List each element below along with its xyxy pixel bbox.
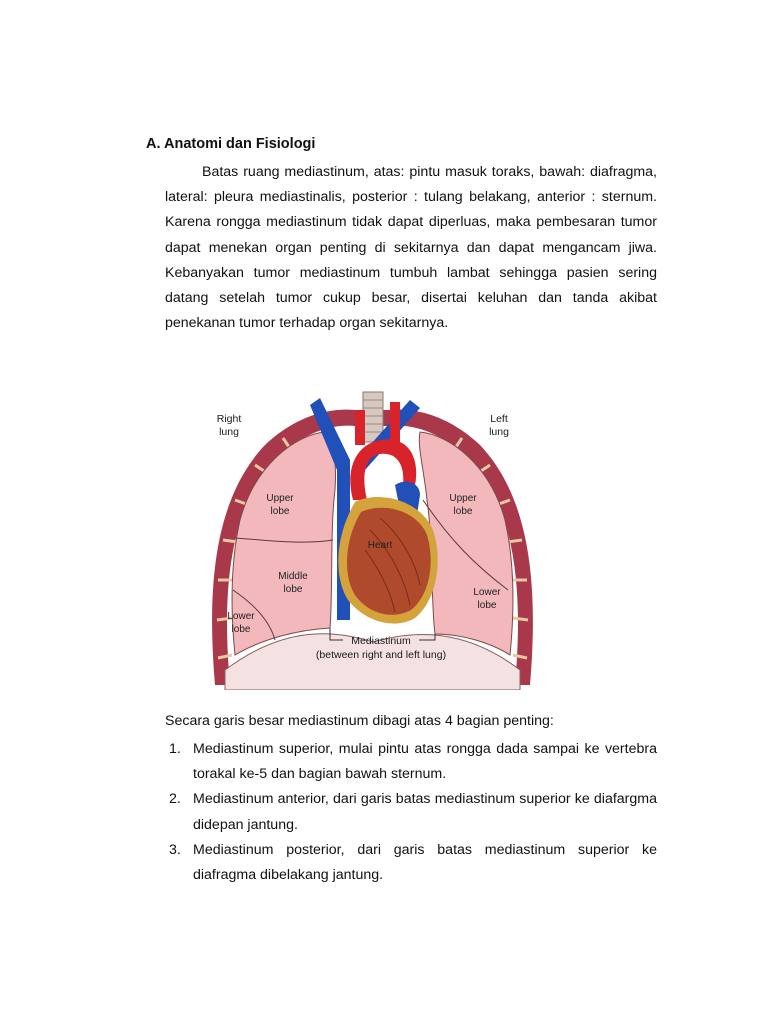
label-middle-lobe-1: Middle [278,571,308,582]
heart [347,508,431,615]
list-item [165,737,657,787]
label-mediastinum: Mediastinum [351,635,411,647]
label-right-upper-lobe-2: lobe [270,506,290,517]
list-item-text: Mediastinum superior, mulai pintu atas rongga dada sampai ke vertebra torakal ke-5 dan bagian bawah sternum. [193,741,657,783]
label-left-lung-2: lung [489,426,509,438]
label-right-lower-lobe-2: lobe [231,624,251,635]
label-right-lung-2: lung [219,426,239,438]
list-item [165,787,657,837]
body-paragraph: Batas ruang mediastinum, atas: pintu masuk toraks, bawah: diafragma, lateral: pleura mediastinalis, posterior : tulang belakang, anterior : sternum. Karena rongga mediastinum tidak dapat diperluas, maka pembesaran tumor dapat menekan organ penting di sekitarnya dan dapat mengancam jiwa. Kebanyakan tumor mediastinum tumbuh lambat sehingga pasien sering datang setelah tumor cukup besar, disertai keluhan dan tanda akibat penekanan tumor terhadap organ sekitarnya. [165,164,657,332]
label-left-lung-1: Left [490,413,508,425]
carotid-artery [355,410,365,445]
label-middle-lobe-2: lobe [283,584,303,595]
label-left-upper-lobe-2: lobe [453,506,473,517]
list-item-number: 1. [169,741,181,757]
list-intro: Secara garis besar mediastinum dibagi atas 4 bagian penting: [165,713,554,729]
mediastinum-parts-list [165,737,657,888]
subclavian-artery [390,402,400,445]
list-item [165,838,657,888]
list-item-text: Mediastinum posterior, dari garis batas mediastinum superior ke diafragma dibelakang jantung. [193,841,657,884]
label-left-lower-lobe-2: lobe [477,600,497,611]
thorax-illustration [205,390,540,690]
label-right-lung-1: Right [216,413,242,425]
label-left-upper-lobe-1: Upper [449,493,477,504]
label-heart: Heart [367,540,393,551]
list-item-text: Mediastinum anterior, dari garis batas mediastinum superior ke diafargma didepan jantung. [193,791,657,833]
section-heading: A. Anatomi dan Fisiologi [146,136,316,152]
list-item-number: 3. [169,841,181,858]
mediastinum-anatomy-figure [205,390,540,690]
list-item-number: 2. [169,791,181,808]
label-right-upper-lobe-1: Upper [266,493,294,504]
label-mediastinum-note: (between right and left lung) [315,649,447,661]
label-left-lower-lobe-1: Lower [473,587,501,598]
label-right-lower-lobe-1: Lower [227,611,255,622]
